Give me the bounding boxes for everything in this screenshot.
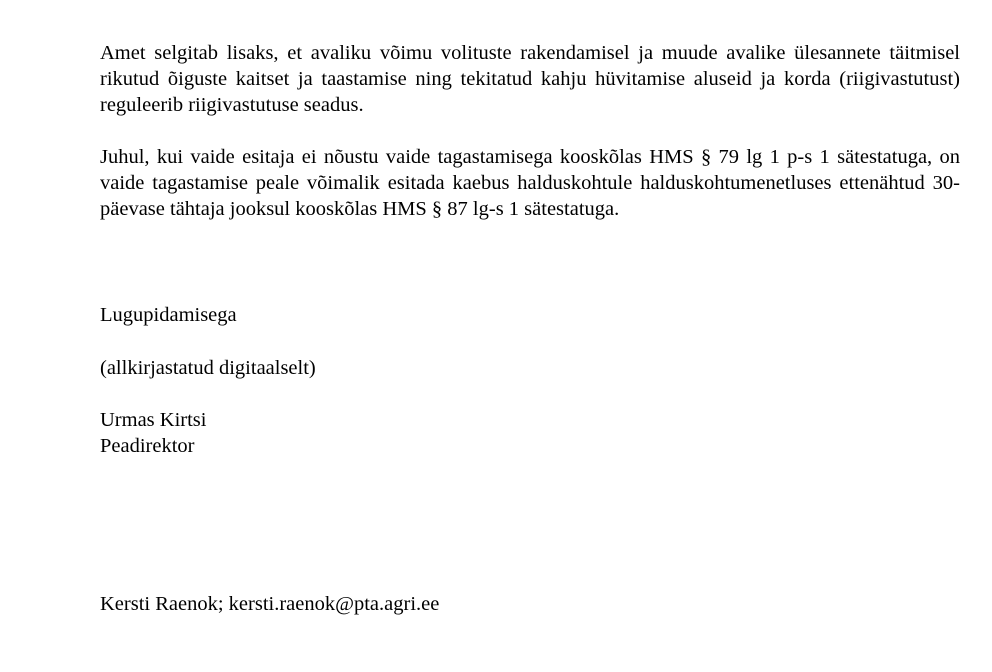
- signature-note: (allkirjastatud digitaalselt): [100, 357, 316, 379]
- closing-salutation: Lugupidamisega: [100, 304, 237, 326]
- signer-name: Urmas Kirtsi: [100, 409, 207, 431]
- contact-line: Kersti Raenok; kersti.raenok@pta.agri.ee: [100, 593, 440, 615]
- paragraph-state-liability: Amet selgitab lisaks, et avaliku võimu volituste rakendamisel ja muude avalike ülesannete täitmisel rikutud õiguste kaitset ja taastamise ning tekitatud kahju hüvitamise aluseid ja korda (riigivastutust) reguleerib riigivastutuse seadus.: [100, 42, 960, 116]
- document-body: [100, 40, 960, 222]
- signer-title: Peadirektor: [100, 435, 195, 457]
- paragraph-appeal-info: Juhul, kui vaide esitaja ei nõustu vaide tagastamisega kooskõlas HMS § 79 lg 1 p-s 1 sätestatuga, on vaide tagastamise peale võimalik esitada kaebus halduskohtule halduskohtumenetluses ettenähtud 30-päevase tähtaja jooksul kooskõlas HMS § 87 lg-s 1 sätestatuga.: [100, 146, 960, 220]
